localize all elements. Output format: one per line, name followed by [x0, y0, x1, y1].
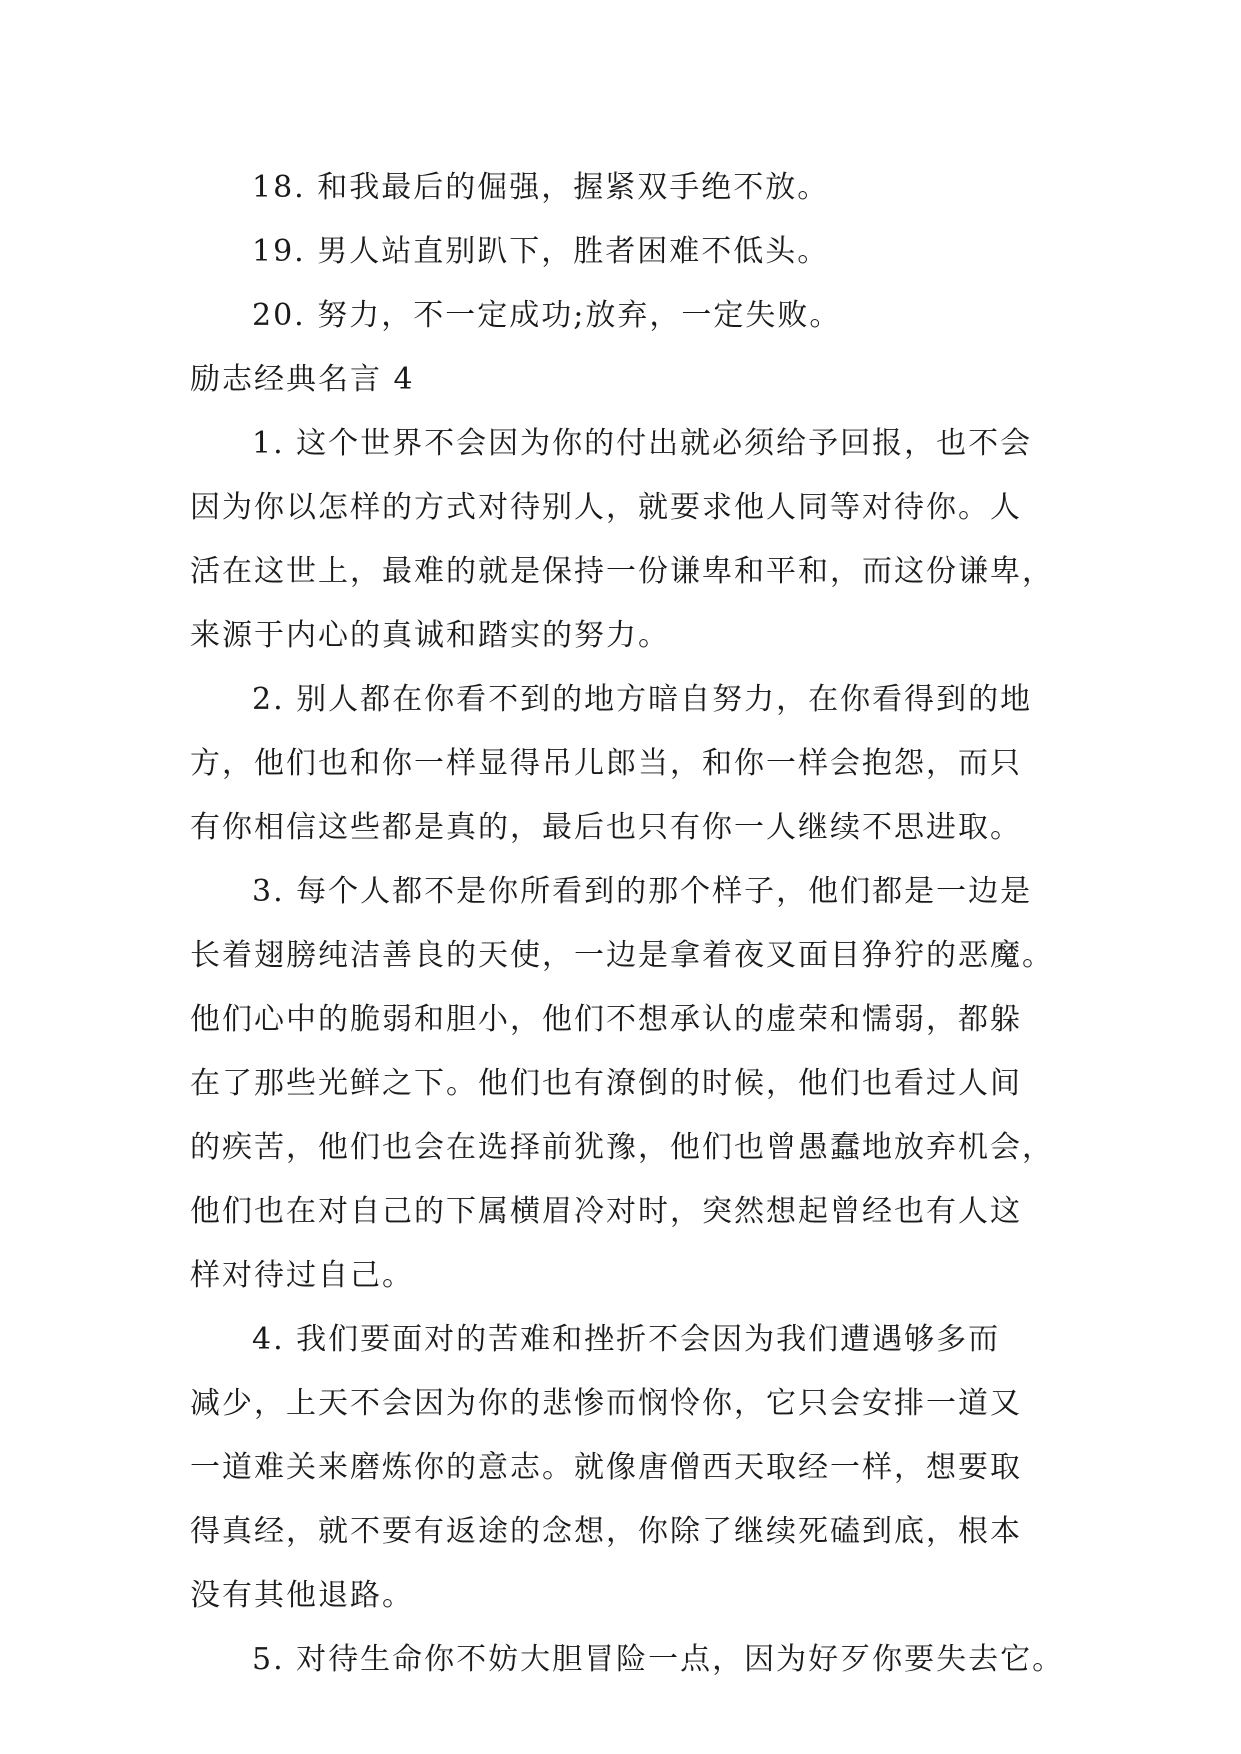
paragraph-line: 他们心中的脆弱和胆小，他们不想承认的虚荣和懦弱，都躲: [190, 1002, 1022, 1037]
paragraph-line: 他们也在对自己的下属横眉冷对时，突然想起曾经也有人这: [190, 1194, 1022, 1229]
section-title: 励志经典名言 4: [190, 362, 415, 397]
paragraph-line: 有你相信这些都是真的，最后也只有你一人继续不思进取。: [190, 810, 1022, 845]
paragraph-4: [190, 1308, 1070, 1628]
paragraph-2: [190, 668, 1070, 860]
paragraph-line: 的疾苦，他们也会在选择前犹豫，他们也曾愚蠢地放弃机会，: [190, 1130, 1054, 1165]
quote-line: 20. 努力，不一定成功;放弃，一定失败。: [252, 298, 842, 333]
paragraph-1: [190, 412, 1070, 668]
paragraph-line: 1. 这个世界不会因为你的付出就必须给予回报，也不会: [252, 426, 1033, 461]
paragraph-line: 来源于内心的真诚和踏实的努力。: [190, 618, 670, 653]
paragraph-line: 长着翅膀纯洁善良的天使，一边是拿着夜叉面目狰狞的恶魔。: [190, 938, 1054, 973]
paragraph-line: 没有其他退路。: [190, 1578, 414, 1613]
paragraph-5: [190, 1628, 1070, 1692]
quote-line: 18. 和我最后的倔强，握紧双手绝不放。: [252, 170, 830, 205]
paragraph-line: 在了那些光鲜之下。他们也有潦倒的时候，他们也看过人间: [190, 1066, 1022, 1101]
document-body: [190, 156, 1070, 1692]
paragraph-line: 3. 每个人都不是你所看到的那个样子，他们都是一边是: [252, 874, 1033, 909]
paragraph-line: 样对待过自己。: [190, 1258, 414, 1293]
paragraph-line: 2. 别人都在你看不到的地方暗自努力，在你看得到的地: [252, 682, 1033, 717]
paragraph-3: [190, 860, 1070, 1308]
quote-line: 19. 男人站直别趴下，胜者困难不低头。: [252, 234, 830, 269]
paragraph-line: 减少，上天不会因为你的悲惨而悯怜你，它只会安排一道又: [190, 1386, 1022, 1421]
paragraph-line: 活在这世上，最难的就是保持一份谦卑和平和，而这份谦卑，: [190, 554, 1054, 589]
paragraph-line: 5. 对待生命你不妨大胆冒险一点，因为好歹你要失去它。: [252, 1642, 1065, 1677]
paragraph-line: 得真经，就不要有返途的念想，你除了继续死磕到底，根本: [190, 1514, 1022, 1549]
paragraph-line: 一道难关来磨炼你的意志。就像唐僧西天取经一样，想要取: [190, 1450, 1022, 1485]
paragraph-line: 4. 我们要面对的苦难和挫折不会因为我们遭遇够多而: [252, 1322, 1001, 1357]
paragraph-line: 因为你以怎样的方式对待别人，就要求他人同等对待你。人: [190, 490, 1022, 525]
paragraph-line: 方，他们也和你一样显得吊儿郎当，和你一样会抱怨，而只: [190, 746, 1022, 781]
